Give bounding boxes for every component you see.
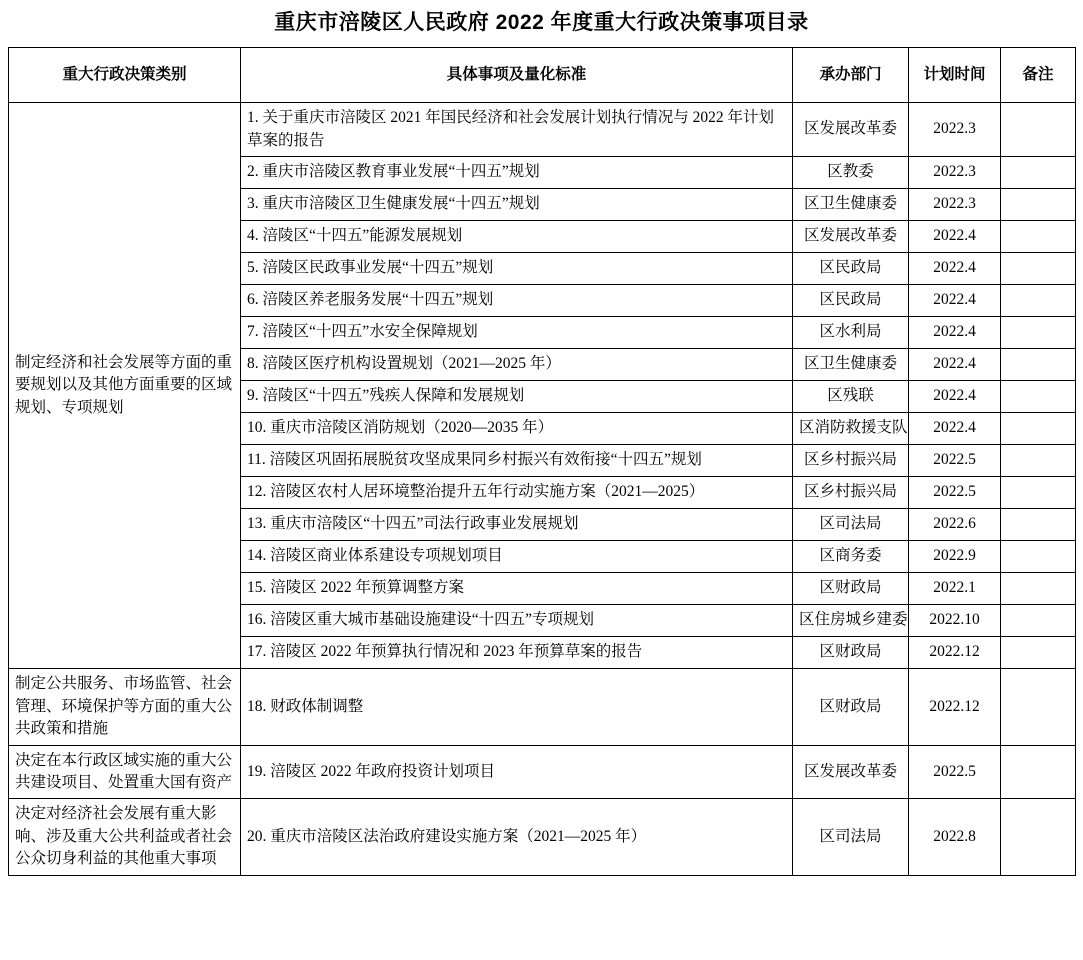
time-cell: 2022.12 — [909, 637, 1001, 669]
note-cell — [1001, 669, 1076, 745]
note-cell — [1001, 509, 1076, 541]
time-cell: 2022.4 — [909, 381, 1001, 413]
note-cell — [1001, 637, 1076, 669]
item-cell: 6. 涪陵区养老服务发展“十四五”规划 — [241, 285, 793, 317]
item-cell: 5. 涪陵区民政事业发展“十四五”规划 — [241, 253, 793, 285]
table-header-row — [9, 48, 1076, 103]
item-cell: 3. 重庆市涪陵区卫生健康发展“十四五”规划 — [241, 189, 793, 221]
note-cell — [1001, 541, 1076, 573]
item-cell: 19. 涪陵区 2022 年政府投资计划项目 — [241, 745, 793, 799]
note-cell — [1001, 413, 1076, 445]
time-cell: 2022.8 — [909, 799, 1001, 875]
note-cell — [1001, 285, 1076, 317]
column-header-note: 备注 — [1001, 48, 1076, 103]
dept-cell: 区发展改革委 — [793, 745, 909, 799]
column-header-time: 计划时间 — [909, 48, 1001, 103]
time-cell: 2022.1 — [909, 573, 1001, 605]
note-cell — [1001, 221, 1076, 253]
item-cell: 15. 涪陵区 2022 年预算调整方案 — [241, 573, 793, 605]
item-cell: 13. 重庆市涪陵区“十四五”司法行政事业发展规划 — [241, 509, 793, 541]
time-cell: 2022.3 — [909, 189, 1001, 221]
item-cell: 10. 重庆市涪陵区消防规划（2020—2035 年） — [241, 413, 793, 445]
table-row — [9, 799, 1076, 875]
note-cell — [1001, 317, 1076, 349]
time-cell: 2022.4 — [909, 413, 1001, 445]
category-cell: 决定对经济社会发展有重大影响、涉及重大公共利益或者社会公众切身利益的其他重大事项 — [9, 799, 241, 875]
dept-cell: 区消防救援支队 — [793, 413, 909, 445]
item-cell: 14. 涪陵区商业体系建设专项规划项目 — [241, 541, 793, 573]
dept-cell: 区发展改革委 — [793, 221, 909, 253]
time-cell: 2022.4 — [909, 349, 1001, 381]
note-cell — [1001, 349, 1076, 381]
table-body — [9, 103, 1076, 876]
dept-cell: 区商务委 — [793, 541, 909, 573]
time-cell: 2022.9 — [909, 541, 1001, 573]
dept-cell: 区教委 — [793, 157, 909, 189]
dept-cell: 区司法局 — [793, 799, 909, 875]
dept-cell: 区发展改革委 — [793, 103, 909, 157]
dept-cell: 区司法局 — [793, 509, 909, 541]
category-cell: 制定公共服务、市场监管、社会管理、环境保护等方面的重大公共政策和措施 — [9, 669, 241, 745]
note-cell — [1001, 253, 1076, 285]
item-cell: 20. 重庆市涪陵区法治政府建设实施方案（2021—2025 年） — [241, 799, 793, 875]
item-cell: 12. 涪陵区农村人居环境整治提升五年行动实施方案（2021—2025） — [241, 477, 793, 509]
item-cell: 1. 关于重庆市涪陵区 2021 年国民经济和社会发展计划执行情况与 2022 年计划草案的报告 — [241, 103, 793, 157]
dept-cell: 区残联 — [793, 381, 909, 413]
dept-cell: 区住房城乡建委 — [793, 605, 909, 637]
dept-cell: 区水利局 — [793, 317, 909, 349]
dept-cell: 区财政局 — [793, 669, 909, 745]
note-cell — [1001, 445, 1076, 477]
category-cell: 制定经济和社会发展等方面的重要规划以及其他方面重要的区域规划、专项规划 — [9, 103, 241, 669]
time-cell: 2022.4 — [909, 221, 1001, 253]
dept-cell: 区乡村振兴局 — [793, 477, 909, 509]
column-header-item: 具体事项及量化标准 — [241, 48, 793, 103]
dept-cell: 区财政局 — [793, 573, 909, 605]
column-header-dept: 承办部门 — [793, 48, 909, 103]
decision-items-table — [8, 47, 1076, 876]
time-cell: 2022.3 — [909, 103, 1001, 157]
time-cell: 2022.5 — [909, 445, 1001, 477]
note-cell — [1001, 477, 1076, 509]
item-cell: 17. 涪陵区 2022 年预算执行情况和 2023 年预算草案的报告 — [241, 637, 793, 669]
table-header — [9, 48, 1076, 103]
table-row — [9, 745, 1076, 799]
dept-cell: 区民政局 — [793, 253, 909, 285]
note-cell — [1001, 605, 1076, 637]
note-cell — [1001, 103, 1076, 157]
dept-cell: 区财政局 — [793, 637, 909, 669]
time-cell: 2022.4 — [909, 253, 1001, 285]
column-header-category: 重大行政决策类别 — [9, 48, 241, 103]
dept-cell: 区乡村振兴局 — [793, 445, 909, 477]
time-cell: 2022.4 — [909, 317, 1001, 349]
item-cell: 16. 涪陵区重大城市基础设施建设“十四五”专项规划 — [241, 605, 793, 637]
item-cell: 2. 重庆市涪陵区教育事业发展“十四五”规划 — [241, 157, 793, 189]
time-cell: 2022.4 — [909, 285, 1001, 317]
time-cell: 2022.6 — [909, 509, 1001, 541]
item-cell: 9. 涪陵区“十四五”残疾人保障和发展规划 — [241, 381, 793, 413]
category-cell: 决定在本行政区域实施的重大公共建设项目、处置重大国有资产 — [9, 745, 241, 799]
note-cell — [1001, 573, 1076, 605]
time-cell: 2022.5 — [909, 477, 1001, 509]
time-cell: 2022.12 — [909, 669, 1001, 745]
time-cell: 2022.10 — [909, 605, 1001, 637]
dept-cell: 区民政局 — [793, 285, 909, 317]
time-cell: 2022.3 — [909, 157, 1001, 189]
time-cell: 2022.5 — [909, 745, 1001, 799]
note-cell — [1001, 745, 1076, 799]
item-cell: 8. 涪陵区医疗机构设置规划（2021—2025 年） — [241, 349, 793, 381]
item-cell: 18. 财政体制调整 — [241, 669, 793, 745]
note-cell — [1001, 381, 1076, 413]
dept-cell: 区卫生健康委 — [793, 349, 909, 381]
note-cell — [1001, 189, 1076, 221]
table-row — [9, 669, 1076, 745]
table-row — [9, 103, 1076, 157]
page-title: 重庆市涪陵区人民政府 2022 年度重大行政决策事项目录 — [274, 11, 809, 34]
item-cell: 7. 涪陵区“十四五”水安全保障规划 — [241, 317, 793, 349]
note-cell — [1001, 157, 1076, 189]
item-cell: 11. 涪陵区巩固拓展脱贫攻坚成果同乡村振兴有效衔接“十四五”规划 — [241, 445, 793, 477]
note-cell — [1001, 799, 1076, 875]
dept-cell: 区卫生健康委 — [793, 189, 909, 221]
item-cell: 4. 涪陵区“十四五”能源发展规划 — [241, 221, 793, 253]
